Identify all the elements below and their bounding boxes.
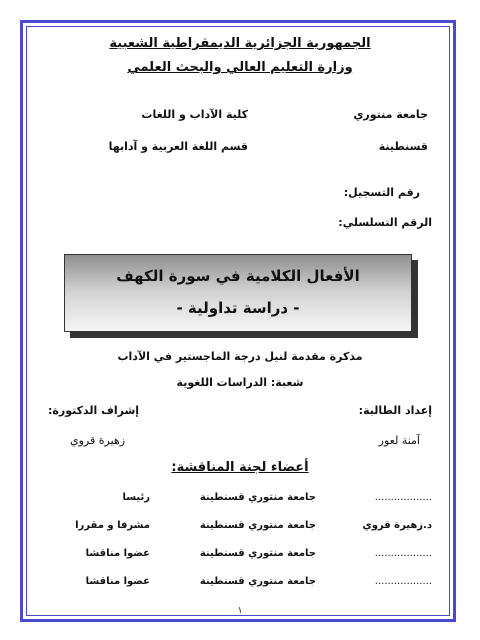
- committee-member-affiliation: جامعة منتوري قسنطينة: [199, 520, 316, 531]
- city-name: قسنطينة: [378, 140, 428, 153]
- committee-member-role: عضوا مناقشا: [85, 576, 150, 587]
- committee-heading: أعضاء لجنة المناقشة:: [171, 460, 309, 475]
- committee-member-name: ..................: [374, 492, 432, 503]
- university-name: جامعة منتوري: [353, 108, 428, 121]
- committee-member-affiliation: جامعة منتوري قسنطينة: [199, 492, 316, 503]
- title-box: [64, 254, 412, 332]
- committee-member-name: ..................: [374, 548, 432, 559]
- supervisor-name: زهيرة قروي: [70, 434, 126, 447]
- serial-label: الرقم التسلسلي:: [338, 216, 432, 229]
- page-number: ١: [237, 606, 243, 616]
- degree-statement: مذكرة مقدمة لنيل درجة الماجستير في الآداب: [117, 350, 363, 363]
- specialty-line: شعبة: الدراسات اللغوية: [176, 376, 304, 389]
- department-name: قسم اللغة العربية و آدابها: [108, 140, 248, 153]
- republic-heading: الجمهورية الجزائرية الديمقراطية الشعبية: [109, 36, 371, 51]
- committee-member-role: مشرفا و مقررا: [75, 520, 150, 531]
- thesis-subtitle: - دراسة تداولية -: [176, 299, 300, 317]
- committee-member-affiliation: جامعة منتوري قسنطينة: [199, 576, 316, 587]
- supervisor-label: إشراف الدكتورة:: [48, 404, 140, 417]
- committee-member-role: عضوا مناقشا: [85, 548, 150, 559]
- ministry-heading: وزارة التعليم العالي والبحث العلمي: [127, 60, 353, 75]
- committee-member-role: رئيسا: [122, 492, 150, 503]
- registration-label: رقم التسجيل:: [343, 186, 420, 199]
- committee-member-name: د.زهيرة قروي: [362, 520, 432, 531]
- committee-member-name: ..................: [374, 576, 432, 587]
- thesis-title: الأفعال الكلامية في سورة الكهف: [116, 267, 360, 285]
- committee-member-affiliation: جامعة منتوري قسنطينة: [199, 548, 316, 559]
- faculty-name: كلية الآداب و اللغات: [141, 108, 248, 121]
- student-name: آمنة لعور: [378, 434, 420, 447]
- student-label: إعداد الطالبة:: [358, 404, 432, 417]
